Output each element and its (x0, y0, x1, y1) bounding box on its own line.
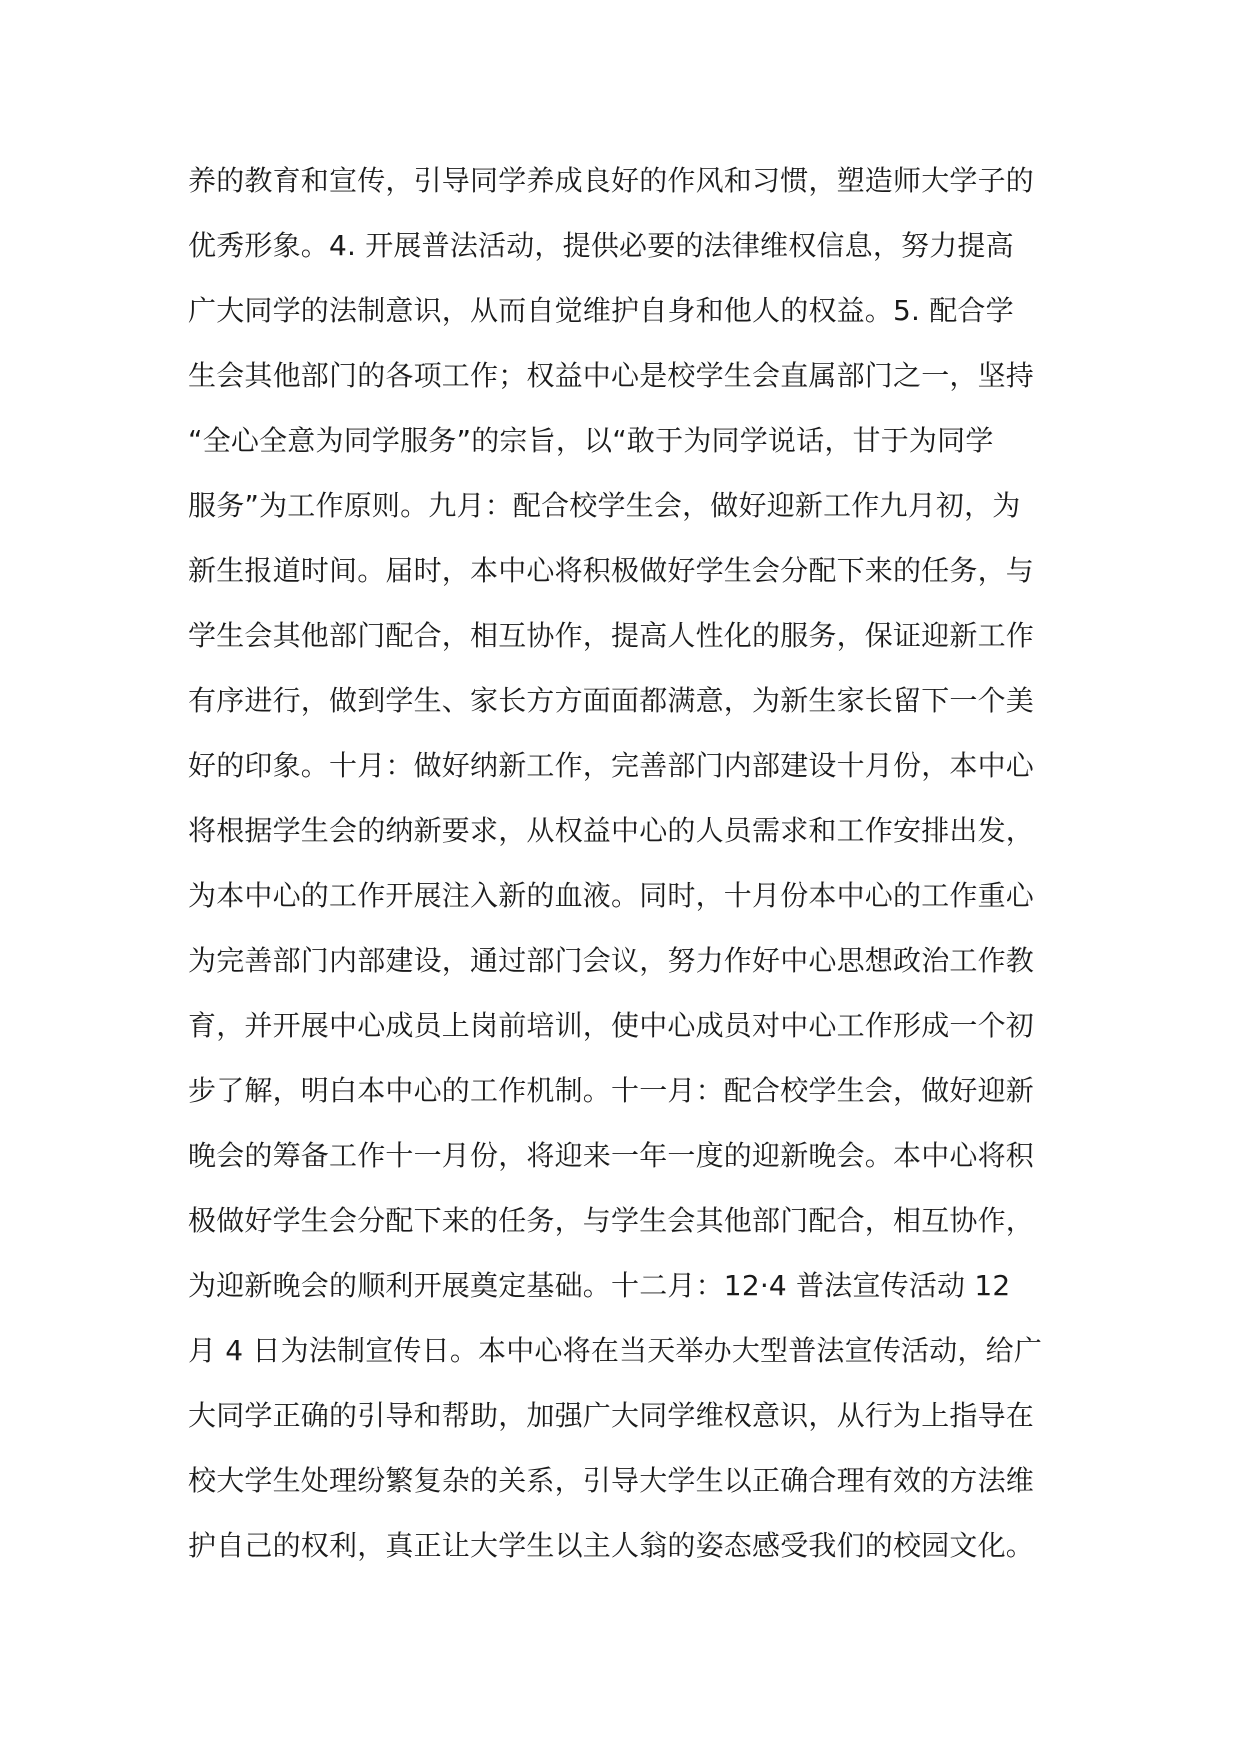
text-line: 步了解，明白本中心的工作机制。十一月：配合校学生会，做好迎新 (188, 1074, 1035, 1107)
text-line: 将根据学生会的纳新要求，从权益中心的人员需求和工作安排出发， (188, 814, 1035, 847)
text-line: 广大同学的法制意识，从而自觉维护自身和他人的权益。5. 配合学 (188, 294, 1014, 327)
text-line: 生会其他部门的各项工作；权益中心是校学生会直属部门之一，坚持 (188, 359, 1035, 392)
text-line: 为迎新晚会的顺利开展奠定基础。十二月：12·4 普法宣传活动 12 (188, 1269, 1011, 1302)
text-line: 极做好学生会分配下来的任务，与学生会其他部门配合，相互协作， (188, 1204, 1035, 1237)
text-line: 养的教育和宣传，引导同学养成良好的作风和习惯，塑造师大学子的 (188, 164, 1035, 197)
text-line: 为本中心的工作开展注入新的血液。同时，十月份本中心的工作重心 (188, 879, 1035, 912)
body-paragraph (188, 163, 1068, 1593)
text-line: 优秀形象。4. 开展普法活动，提供必要的法律维权信息，努力提高 (188, 229, 1014, 262)
text-line: 新生报道时间。届时，本中心将积极做好学生会分配下来的任务，与 (188, 554, 1035, 587)
text-line: 月 4 日为法制宣传日。本中心将在当天举办大型普法宣传活动，给广 (188, 1334, 1043, 1367)
text-line: 晚会的筹备工作十一月份，将迎来一年一度的迎新晚会。本中心将积 (188, 1139, 1035, 1172)
text-line: “全心全意为同学服务”的宗旨，以“敢于为同学说话，甘于为同学 (188, 424, 994, 457)
text-line: 校大学生处理纷繁复杂的关系，引导大学生以正确合理有效的方法维 (188, 1464, 1035, 1497)
text-line: 好的印象。十月：做好纳新工作，完善部门内部建设十月份，本中心 (188, 749, 1035, 782)
text-line: 为完善部门内部建设，通过部门会议，努力作好中心思想政治工作教 (188, 944, 1035, 977)
text-line: 服务”为工作原则。九月：配合校学生会，做好迎新工作九月初，为 (188, 489, 1021, 522)
text-line: 有序进行，做到学生、家长方方面面都满意，为新生家长留下一个美 (188, 684, 1035, 717)
text-line: 育，并开展中心成员上岗前培训，使中心成员对中心工作形成一个初 (188, 1009, 1035, 1042)
text-line: 护自己的权利，真正让大学生以主人翁的姿态感受我们的校园文化。 (188, 1529, 1035, 1562)
text-line: 大同学正确的引导和帮助，加强广大同学维权意识，从行为上指导在 (188, 1399, 1035, 1432)
text-line: 学生会其他部门配合，相互协作，提高人性化的服务，保证迎新工作 (188, 619, 1035, 652)
